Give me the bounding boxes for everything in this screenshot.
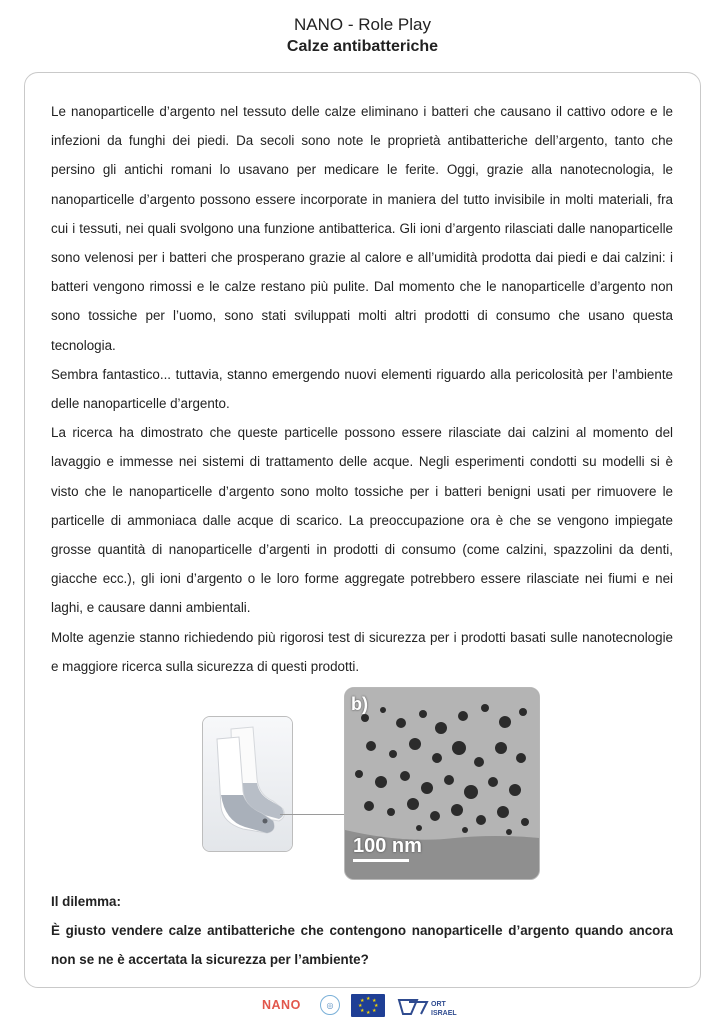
scale-bar-label: 100 nm xyxy=(353,835,422,857)
page-header xyxy=(0,14,725,58)
panel-label: b) xyxy=(351,694,368,714)
ort-logo-line1: ORT xyxy=(431,1001,446,1008)
paragraph-concern: Sembra fantastico... tuttavia, stanno emergendo nuovi elementi riguardo alla pericolosità per l’ambiente delle nanoparticelle d’argento. xyxy=(51,366,673,412)
ort-logo-line2: ISRAEL xyxy=(431,1010,457,1017)
ort-israel-logo xyxy=(397,996,467,1018)
eu-flag-icon: ★ ★ ★ ★ ★ ★ ★ ★ xyxy=(351,994,385,1017)
page-subtitle: Calze antibatteriche xyxy=(286,38,439,55)
paragraph-research: La ricerca ha dimostrato che queste particelle possono essere rilasciate dai calzini al momento del lavaggio e immesse nei sistemi di trattamento delle acque. Negli esperimenti condotti su modelli si è visto che le nanoparticelle d’argento sono molto tossiche per i batteri benigni usati per rimuovere le particelle di ammoniaca dalle acque di scarico. La preoccupazione ora è che se vengono impiegate grosse quantità di nanoparticelle d’argenti in prodotti di consumo (come calzini, spazzolini da denti, giacche ecc.), gli ioni d’argento o le loro forme aggregate potrebbero essere rilasciate nei fiumi e nei laghi, e causare danni ambientali. xyxy=(51,425,673,616)
dilemma-question: È giusto vendere calze antibatteriche che contengono nanoparticelle d’argento quando ancora non se ne è accertata la sicurezza per l’ambiente? xyxy=(51,923,673,968)
nano-logo-icon: ◎ xyxy=(320,995,340,1015)
socks-illustration xyxy=(203,717,292,851)
paragraph-intro: Le nanoparticelle d’argento nel tessuto delle calze eliminano i batteri che causano il cattivo odore e le infezioni da funghi dei piedi. Da secoli sono note le proprietà antibatteriche dell’argento, tanto che persino gli antichi romani lo usavano per medicare le ferite. Oggi, grazie alla nanotecnologia, le nanoparticelle d’argento possono essere incorporate in maniera del tutto invisibile in molti materiali, fra cui i tessuti, nei quali svolgono una funzione antibatterica. Gli ioni d’argento rilasciati dalle nanoparticelle sono velenosi per i batteri che prosperano grazie al calore e all’umidità prodotta dai piedi e dai calzini: i batteri vengono rimossi e le calze restano più pulite. Dal momento che le nanoparticelle d’argento non sono tossiche per l’uomo, sono stati sviluppati molti altri prodotti di consumo che usano questa tecnologia. xyxy=(51,104,673,353)
paragraph-agencies: Molte agenzie stanno richiedendo più rigorosi test di sicurezza per i prodotti basati sulle nanotecnologie e maggiore ricerca sulla sicurezza di questi prodotti. xyxy=(51,629,673,674)
dilemma-heading: Il dilemma: xyxy=(51,894,121,909)
figure-connector-line xyxy=(280,814,344,815)
body-text xyxy=(51,97,673,681)
footer-logos xyxy=(262,994,472,1020)
page-title: NANO - Role Play xyxy=(294,15,431,34)
scale-bar xyxy=(353,859,409,862)
socks-photo xyxy=(202,716,293,852)
nano-logo: NANO xyxy=(262,998,301,1012)
dilemma-section xyxy=(51,887,673,975)
tem-micrograph xyxy=(344,687,540,880)
